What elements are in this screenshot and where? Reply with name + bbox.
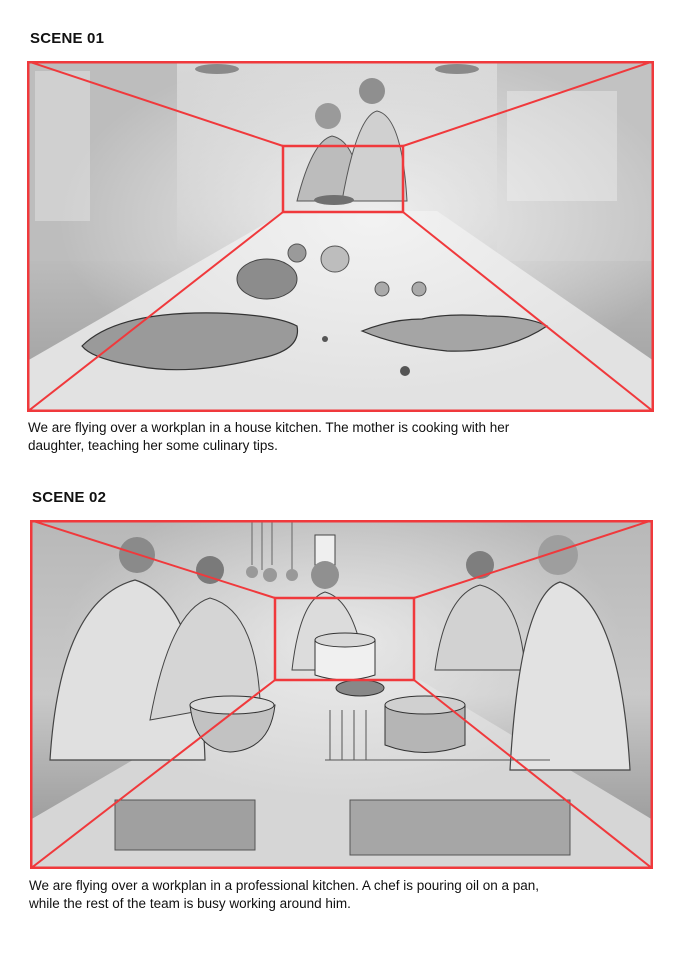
scene-02-caption <box>29 877 649 913</box>
scene-02-storyboard-frame <box>30 520 653 869</box>
scene-02-sketch-illustration <box>30 520 653 869</box>
scene-01-title: SCENE 01 <box>30 30 105 47</box>
scene-01-caption <box>28 419 648 455</box>
scene-02-title: SCENE 02 <box>32 489 107 506</box>
scene-01-storyboard-frame <box>27 61 654 412</box>
scene-01-caption-line-1: We are flying over a workplan in a house kitchen. The mother is cooking with her <box>28 420 510 435</box>
scene-01-caption-line-2: daughter, teaching her some culinary tips. <box>28 438 278 453</box>
scene-02-caption-line-1: We are flying over a workplan in a professional kitchen. A chef is pouring oil on a pan, <box>29 878 540 893</box>
scene-01-sketch-illustration <box>27 61 654 412</box>
scene-02-caption-line-2: while the rest of the team is busy working around him. <box>29 896 351 911</box>
